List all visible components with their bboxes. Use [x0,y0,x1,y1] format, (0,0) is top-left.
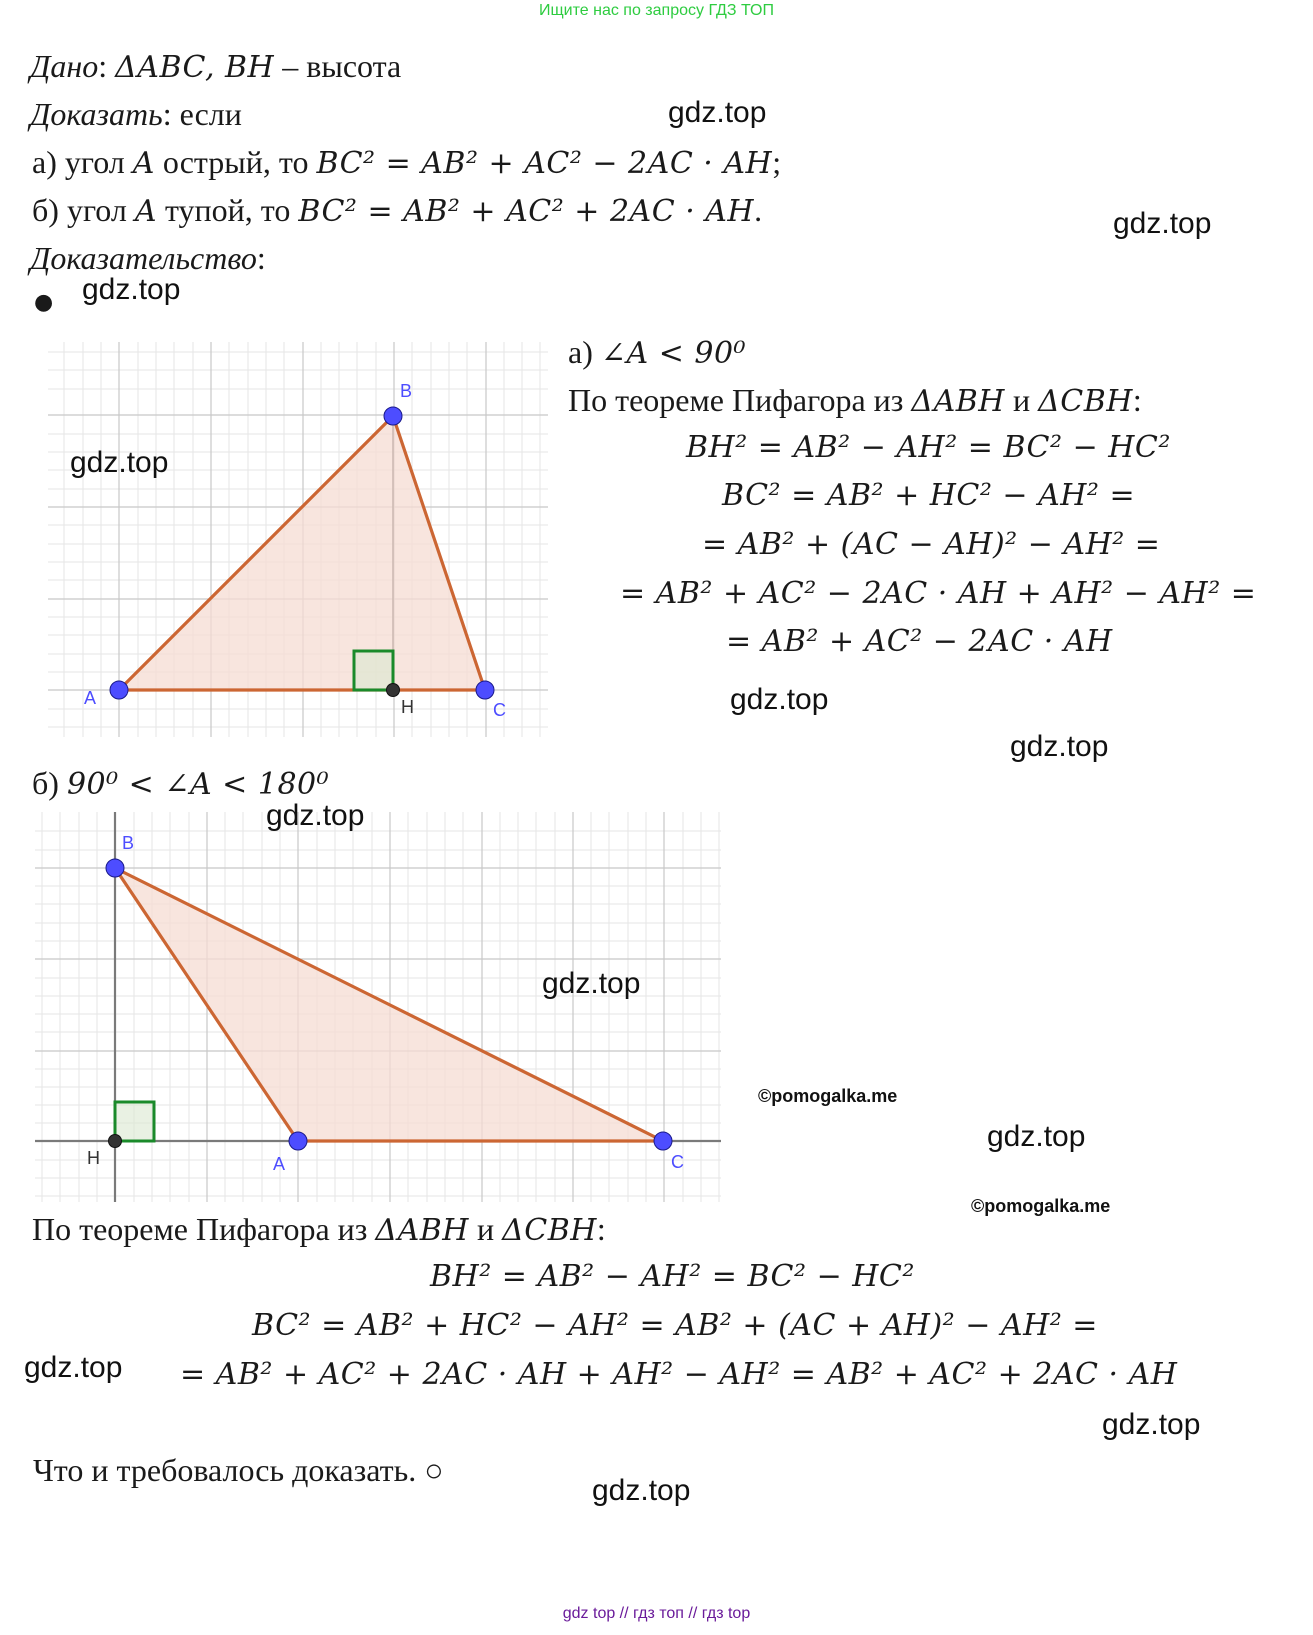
point-b [384,407,402,425]
watermark-3: gdz.top [82,273,181,306]
footer [0,1605,1313,1623]
part-b-line-3: = AB² + AC² + 2AC · AH + AH² − AH² = AB² + AC² + 2AC · AH [180,1357,1178,1392]
case-b-end: . [754,192,763,228]
case-a-end: ; [772,144,782,180]
part-a-intro-and: и [1004,382,1039,418]
point-h-2 [109,1135,122,1148]
label-c: C [493,700,506,720]
given-label: Дано [30,48,99,84]
right-angle-marker [354,651,393,690]
part-b-intro-colon: : [596,1211,606,1247]
watermark-11: gdz.top [1102,1408,1201,1441]
given-math: ΔABC, BH [115,50,275,85]
part-b-intro-t2: ΔCBH [502,1213,597,1248]
bullet: ● [34,290,54,315]
part-b-intro-t1: ΔABH [375,1213,469,1248]
watermark-9: gdz.top [987,1120,1086,1153]
part-a-intro [568,382,1142,419]
watermark-10: gdz.top [24,1351,123,1384]
watermark-2: gdz.top [1113,207,1212,240]
part-b-heading-prefix: б) [32,765,67,801]
triangle-abc-2 [115,868,663,1141]
case-b-line [32,192,762,229]
case-a-var: A [132,146,155,181]
part-a-line-3: = AB² + (AC − AH)² − AH² = [702,527,1161,562]
part-b-heading [32,765,329,802]
case-a-prefix: а) угол [32,144,133,180]
part-a-intro-colon: : [1132,382,1142,418]
part-a-line-1: BH² = AB² − AH² = BC² − HC² [686,430,1171,465]
footer-link-1[interactable]: gdz top [562,1605,616,1622]
prove-label: Доказать [30,96,163,132]
watermark-5: gdz.top [730,683,829,716]
label-h-2: H [87,1148,100,1168]
given-rest: – высота [274,48,402,84]
label-b-2: B [122,833,135,853]
part-a-heading-prefix: а) [568,334,601,370]
point-c [476,681,494,699]
part-a-intro-t1: ΔABH [911,384,1005,419]
label-a: A [84,688,97,708]
part-b-line-2: BC² = AB² + HC² − AH² = AB² + (AC + AH)² − AH² = [252,1308,1098,1343]
part-b-heading-math: 90⁰ < ∠A < 180⁰ [66,767,330,802]
right-angle-marker-2 [115,1102,154,1141]
case-b-mid: тупой, то [156,192,299,228]
footer-sep-1: // [615,1605,634,1622]
case-a-mid: острый, то [154,144,317,180]
part-a-heading-math: ∠A < 90⁰ [600,336,747,371]
watermark-8: gdz.top [542,967,641,1000]
part-a-line-4: = AB² + AC² − 2AC · AH + AH² − AH² = [620,576,1257,611]
point-a-2 [289,1132,307,1150]
label-h: H [401,697,414,717]
label-c-2: C [671,1152,684,1172]
proof-colon: : [256,240,266,276]
watermark-12: gdz.top [592,1474,691,1507]
watermark-pomogalka-1: ©pomogalka.me [758,1086,898,1106]
figure-acute-triangle [48,342,548,737]
case-b-var: A [134,194,157,229]
case-b-prefix: б) угол [32,192,135,228]
figure-obtuse-triangle [35,812,721,1202]
prove-rest: : если [162,96,242,132]
label-a-2: A [273,1154,286,1174]
watermark-7: gdz.top [266,799,365,832]
part-b-intro [32,1211,606,1248]
prove-line [30,96,242,133]
part-b-intro-and: и [468,1211,503,1247]
case-a-math: BC² = AB² + AC² − 2AC · AH [316,146,773,181]
part-a-intro-t2: ΔCBH [1038,384,1133,419]
given-colon: : [98,48,108,84]
watermark-4: gdz.top [70,446,169,479]
point-c-2 [654,1132,672,1150]
proof-line [30,240,266,277]
watermark-pomogalka-2: ©pomogalka.me [971,1196,1111,1216]
watermark-1: gdz.top [668,96,767,129]
point-h [387,684,400,697]
part-a-line-5: = AB² + AC² − 2AC · AH [726,624,1113,659]
footer-sep-2: // [683,1605,702,1622]
part-a-intro-text: По теореме Пифагора из [568,382,912,418]
part-b-line-1: BH² = AB² − AH² = BC² − HC² [430,1259,915,1294]
point-b-2 [106,859,124,877]
proof-label: Доказательство [30,240,257,276]
label-b: B [400,381,413,401]
conclusion: Что и требовалось доказать. ○ [33,1452,444,1488]
case-b-math: BC² = AB² + AC² + 2AC · AH [298,194,755,229]
point-a [110,681,128,699]
case-a-line [32,144,781,181]
part-b-intro-text: По теореме Пифагора из [32,1211,376,1247]
top-banner: Ищите нас по запросу ГДЗ ТОП [539,2,774,19]
footer-link-3[interactable]: гдз top [701,1605,751,1622]
given-line [30,48,401,85]
footer-link-2[interactable]: гдз топ [633,1605,684,1622]
part-a-line-2: BC² = AB² + HC² − AH² = [722,478,1136,513]
part-a-heading [568,334,746,371]
watermark-6: gdz.top [1010,730,1109,763]
